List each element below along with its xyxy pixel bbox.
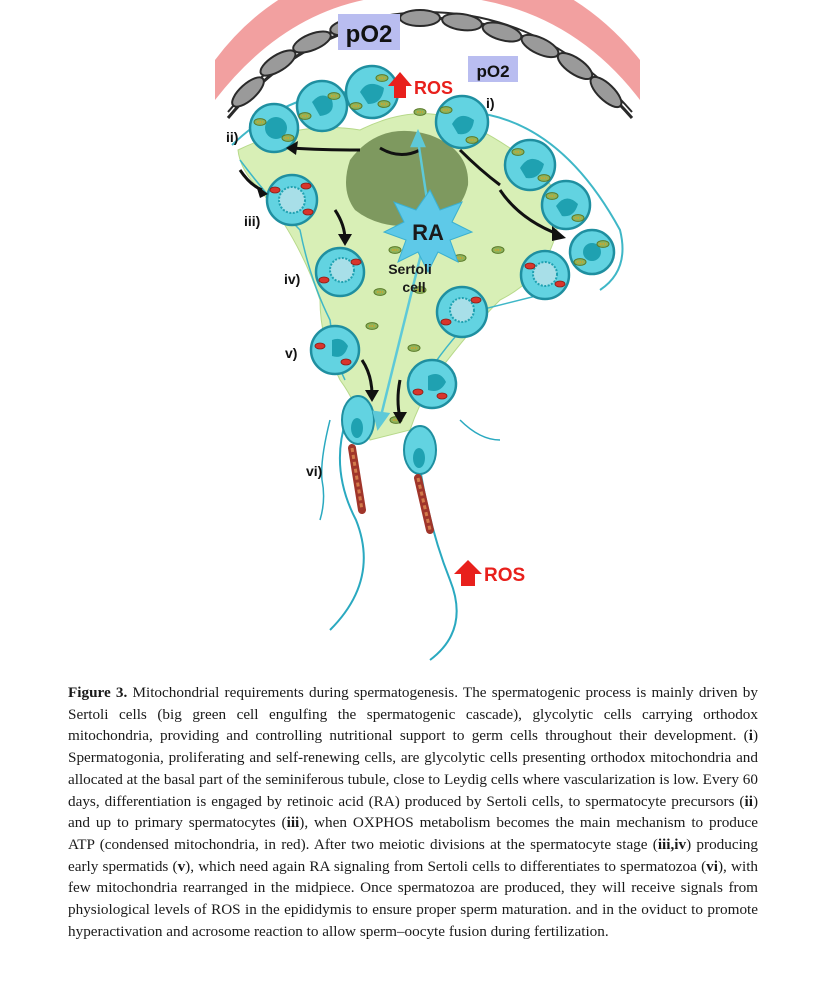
stage-i-label: i) [486, 95, 495, 111]
po2-top-label: pO2 [345, 21, 393, 48]
caption-text: ) producing early spermatids ( [68, 835, 758, 875]
ros-bottom-label: ROS [484, 565, 526, 586]
stage-ii-label: ii) [226, 129, 239, 145]
sertoli-label-line2: cell [402, 279, 426, 295]
caption-text: Mitochondrial requirements during spermatogenesis. The spermatogenic process is mainly driven by Sertoli cells (big green cell engulfing the spermatogenic cascade), glycolytic cells carrying orthodox mitochondria, providing and controlling nutritional support to germ cells throughout their development. ( [68, 684, 758, 745]
caption-text: ), when OXPHOS metabolism becomes the main mechanism to produce ATP (condensed mitochondria, in red). After two meiotic divisions at the spermatocyte stage ( [68, 814, 758, 853]
caption-text: ) Spermatogonia, proliferating and self-renewing cells, are glycolytic cells presenting orthodox mitochondria and allocated at the basal part of the seminiferous tubule, close to Leydig cells where vascularization is low. Every 60 days, differentiation is engaged by retinoic acid (RA) produced by Sertoli cells, to spermatocyte precursors ( [68, 727, 758, 810]
ros-up-arrow-bottom [454, 560, 482, 586]
stage-iii-label: iii) [244, 213, 261, 229]
caption-text: ), with few mitochondria rearranged in the midpiece. Once spermatozoa are produced, they will receive signals from physiological levels of ROS in the epididymis to ensure proper sperm maturation. and in the oviduct to promote hyperactivation and acrosome reaction to allow sperm–oocyte fusion during fertilization. [68, 857, 759, 940]
blood-vessel [215, 0, 640, 118]
sertoli-label-line1: Sertoli [388, 261, 432, 277]
caption-text: ), which need again RA signaling from Sertoli cells to differentiates to spermatozoa ( [185, 857, 707, 875]
caption-figure-label: Figure 3. [68, 684, 128, 701]
caption-marker-iii-iv: iii,iv [657, 835, 687, 853]
spermatozoa [320, 396, 500, 660]
caption-text: ) and up to primary spermatocytes ( [68, 792, 758, 832]
ros-top-label: ROS [414, 78, 454, 98]
po2-right-label: pO2 [476, 62, 510, 81]
caption-marker-ii: ii [744, 792, 753, 810]
figure-caption [68, 682, 758, 942]
ra-label: RA [412, 220, 444, 245]
caption-marker-vi: vi [706, 857, 718, 875]
stage-v-label: v) [285, 345, 298, 361]
caption-marker-i: i [748, 727, 753, 745]
caption-marker-v: v [177, 857, 186, 875]
caption-marker-iii: iii [286, 814, 300, 832]
stage-vi-label: vi) [306, 463, 323, 479]
stage-iv-label: iv) [284, 271, 301, 287]
